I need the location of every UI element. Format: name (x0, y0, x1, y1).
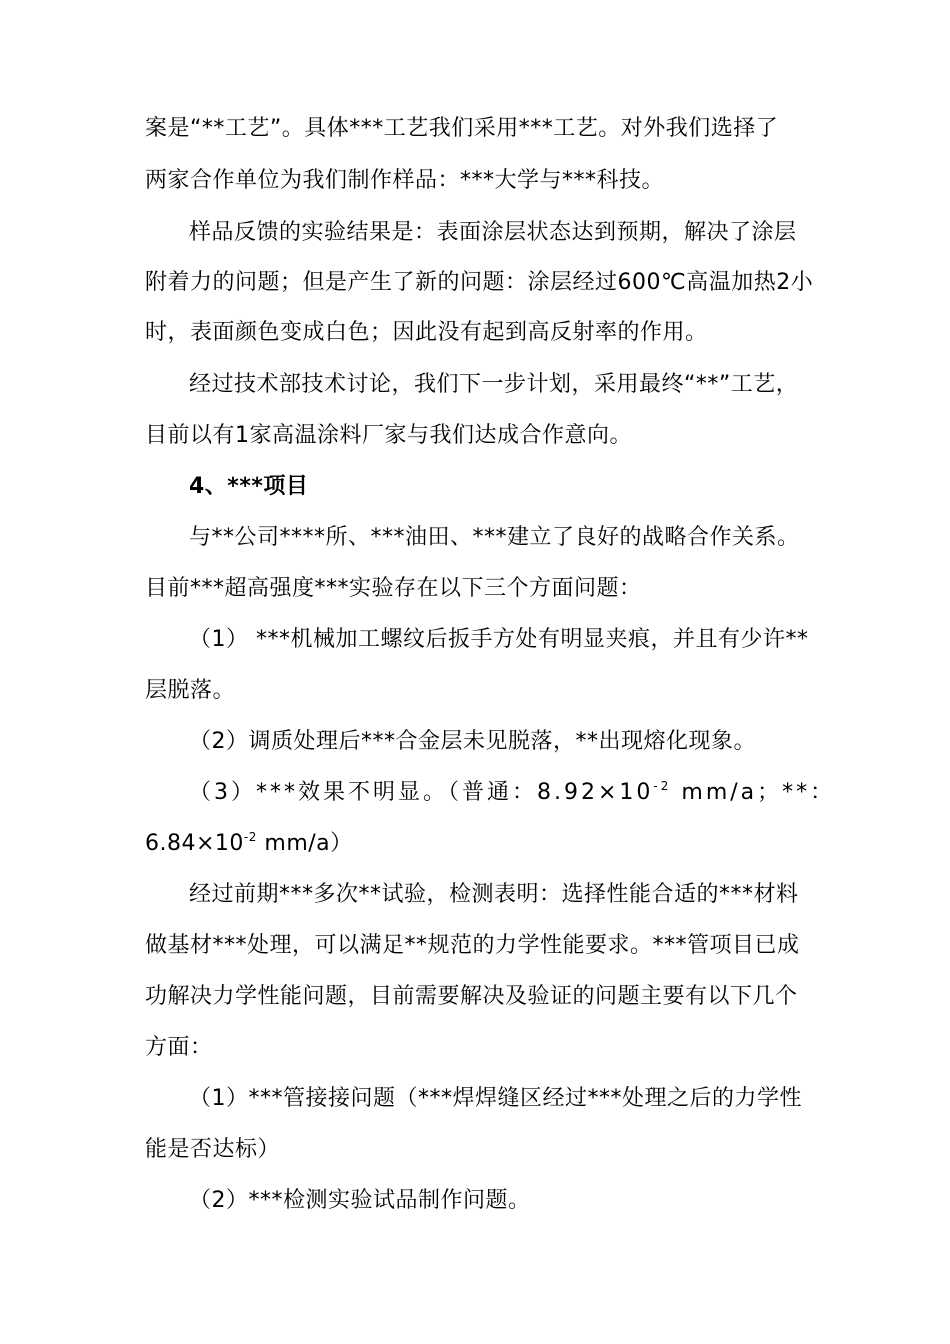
list-item-line (189, 778, 835, 808)
text-line: 两家合作单位为我们制作样品：***大学与***科技。 (145, 168, 665, 193)
text-line: 时，表面颜色变成白色；因此没有起到高反射率的作用。 (145, 320, 708, 345)
section-heading: 4、***项目 (189, 474, 309, 499)
text-line: 经过前期***多次**试验，检测表明：选择性能合适的***材料 (189, 882, 799, 907)
text-line: 与**公司****所、***油田、***建立了良好的战略合作关系。 (189, 525, 800, 550)
text-line: 样品反馈的实验结果是：表面涂层状态达到预期，解决了涂层 (189, 220, 797, 245)
list-item-line (145, 829, 353, 859)
text-span: mm/a） (256, 831, 353, 856)
text-span: 6.84×10 (145, 831, 244, 856)
text-span: mm/a；**： (671, 780, 836, 805)
text-line: 目前以有1家高温涂料厂家与我们达成合作意向。 (145, 423, 632, 448)
list-item-line: 能是否达标） (145, 1137, 281, 1162)
text-line: 功解决力学性能问题，目前需要解决及验证的问题主要有以下几个 (145, 984, 798, 1009)
list-item-line: （2）***检测实验试品制作问题。 (189, 1188, 531, 1213)
list-item-line: （1）***管接接问题（***焊焊缝区经过***处理之后的力学性 (189, 1086, 802, 1111)
list-item-line: （1） ***机械加工螺纹后扳手方处有明显夹痕，并且有少许** (189, 627, 809, 652)
text-line: 做基材***处理，可以满足**规范的力学性能要求。***管项目已成 (145, 933, 800, 958)
superscript: -2 (653, 779, 672, 793)
text-line: 附着力的问题；但是产生了新的问题：涂层经过600℃高温加热2小 (145, 270, 814, 295)
text-line: 目前***超高强度***实验存在以下三个方面问题： (145, 576, 642, 601)
text-line: 方面： (145, 1035, 213, 1060)
text-span: （3）***效果不明显。（普通：8.92×10 (189, 780, 654, 805)
list-item-line: （2）调质处理后***合金层未见脱落，**出现熔化现象。 (189, 729, 756, 754)
superscript: -2 (243, 830, 257, 844)
text-line: 经过技术部技术讨论，我们下一步计划，采用最终“**”工艺， (189, 372, 799, 397)
list-item-line: 层脱落。 (145, 678, 236, 703)
text-line: 案是“**工艺”。具体***工艺我们采用***工艺。对外我们选择了 (145, 116, 779, 141)
